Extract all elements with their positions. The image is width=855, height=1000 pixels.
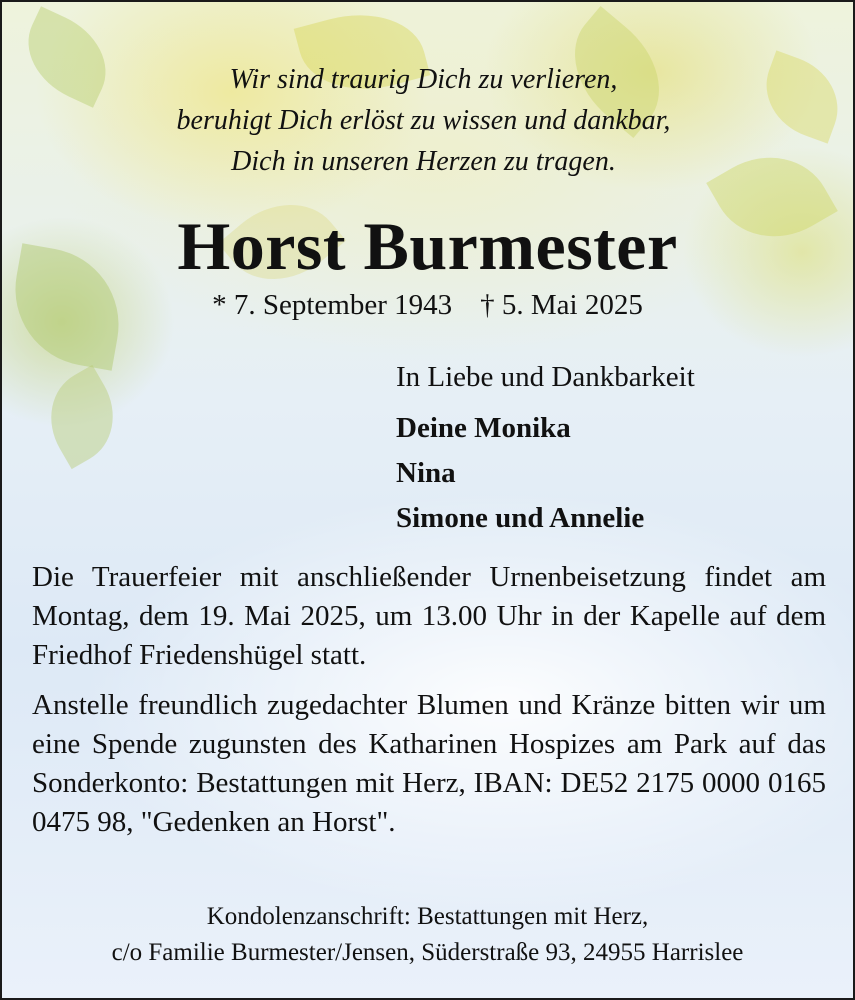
condolence-line: c/o Familie Burmester/Jensen, Süderstraße 93, 24955 Harrislee — [111, 939, 744, 966]
notice-content — [2, 2, 853, 998]
death-date: † 5. Mai 2025 — [480, 289, 643, 321]
family-member: Deine Monika — [396, 412, 571, 444]
poem-line: Wir sind traurig Dich zu verlieren, — [229, 64, 618, 95]
family-member: Simone und Annelie — [396, 502, 645, 534]
life-dates — [2, 286, 853, 324]
funeral-service-text: Die Trauerfeier mit anschließender Urnenbeisetzung findet am Montag, dem 19. Mai 2025, um 13.00 Uhr in der Kapelle auf dem Friedhof Friedenshügel statt. — [32, 561, 826, 671]
family-intro: In Liebe und Dankbarkeit — [396, 361, 695, 393]
donation-text: Anstelle freundlich zugedachter Blumen und Kränze bitten wir um eine Spende zugunsten des Katharinen Hospizes am Park auf das Sonderkonto: Bestattungen mit Herz, IBAN: DE52 2175 0000 0165 0475 98, "Gedenken an Horst". — [32, 689, 826, 838]
condolence-line: Kondolenzanschrift: Bestattungen mit Herz, — [206, 903, 649, 930]
memorial-poem — [2, 59, 845, 182]
poem-line: Dich in unseren Herzen zu tragen. — [231, 146, 616, 177]
condolence-address — [2, 899, 853, 971]
family-signature — [396, 357, 695, 541]
poem-line: beruhigt Dich erlöst zu wissen und dankbar, — [176, 105, 671, 136]
family-member: Nina — [396, 457, 456, 489]
deceased-name: Horst Burmester — [177, 208, 678, 284]
birth-date: * 7. September 1943 — [212, 289, 453, 321]
